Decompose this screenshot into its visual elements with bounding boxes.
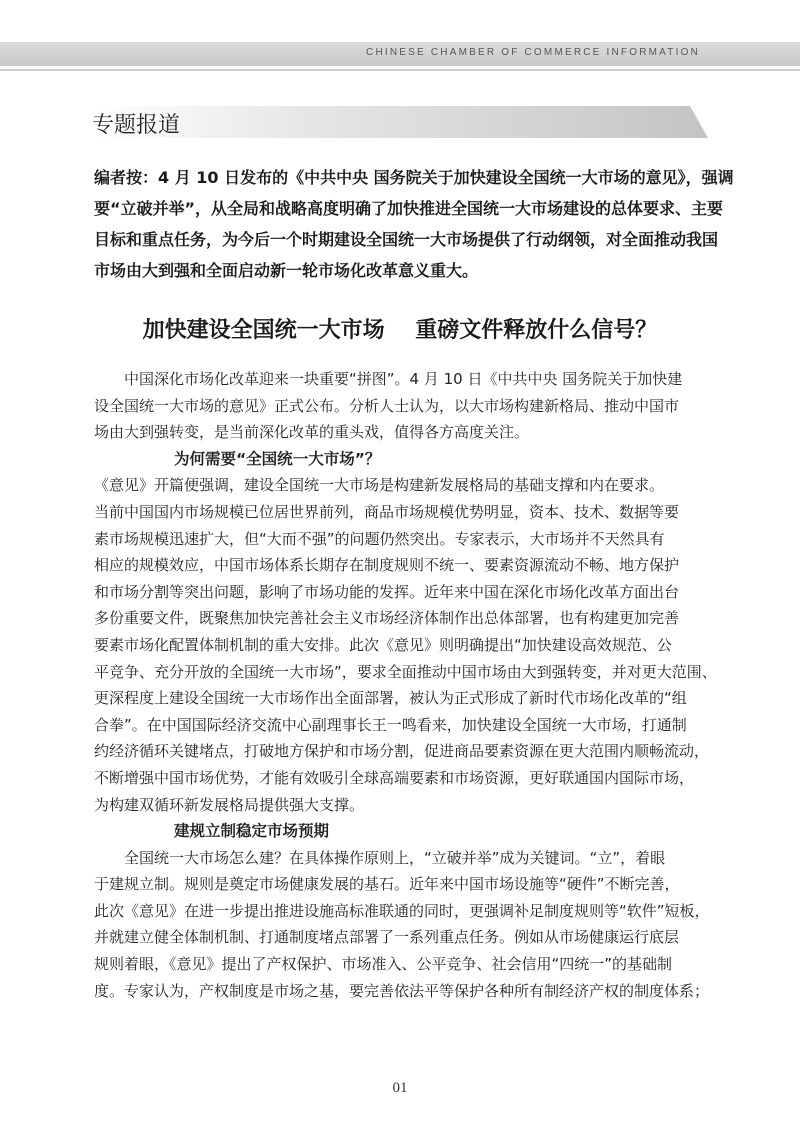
body-line: 约经济循环关键堵点，打破地方保护和市场分割，促进商品要素资源在更大范围内顺畅流动， [94, 742, 710, 761]
body-line: 合拳”。在中国国际经济交流中心副理事长王一鸣看来，加快建设全国统一大市场，打通制 [94, 715, 687, 734]
header-divider [0, 69, 800, 71]
body-line: 《意见》开篇便强调，建设全国统一大市场是构建新发展格局的基础支撑和内在要求。 [94, 476, 665, 495]
body-line: 当前中国国内市场规模已位居世界前列，商品市场规模优势明显，资本、技术、数据等要 [94, 502, 680, 521]
body-line: 不断增强中国市场优势，才能有效吸引全球高端要素和市场资源，更好联通国内国际市场， [94, 768, 695, 787]
subheading: 为何需要“全国统一大市场”？ [174, 449, 381, 468]
body-line: 更深程度上建设全国统一大市场作出全面部署，被认为正式形成了新时代市场化改革的“组 [94, 689, 687, 708]
body-line: 场由大到强转变，是当前深化改革的重头戏，值得各方高度关注。 [94, 423, 530, 442]
editor-note-line: 目标和重点任务，为今后一个时期建设全国统一大市场提供了行动纲领，对全面推动我国 [94, 230, 719, 249]
editor-note-line: 市场由大到强和全面启动新一轮市场化改革意义重大。 [94, 261, 479, 280]
body-line: 要素市场化配置体制机制的重大安排。此次《意见》则明确提出“加快建设高效规范、公 [94, 635, 672, 654]
body-line: 为构建双循环新发展格局提供强大支撑。 [94, 795, 365, 814]
body-line: 多份重要文件，既聚焦加快完善社会主义市场经济体制作出总体部署，也有构建更加完善 [94, 609, 680, 628]
body-line: 中国深化市场化改革迎来一块重要“拼图”。4 月 10 日《中共中央 国务院关于加快建 [94, 370, 683, 388]
body-line: 素市场规模迅速扩大，但“大而不强”的问题仍然突出。专家表示，大市场并不天然具有 [94, 529, 665, 548]
body-line: 并就建立健全体制机制、打通制度堵点部署了一系列重点任务。例如从市场健康运行底层 [94, 928, 680, 947]
body-line: 设全国统一大市场的意见》正式公布。分析人士认为，以大市场构建新格局、推动中国市 [94, 396, 680, 415]
editor-note-line: 要“立破并举”，从全局和战略高度明确了加快推进全国统一大市场建设的总体要求、主要 [94, 199, 724, 218]
body-line: 和市场分割等突出问题，影响了市场功能的发挥。近年来中国在深化市场化改革方面出台 [94, 582, 680, 601]
article-title: 加快建设全国统一大市场 重磅文件释放什么信号？ [142, 318, 658, 343]
body-line: 于建规立制。规则是奠定市场健康发展的基石。近年来中国市场设施等“硬件”不断完善， [94, 875, 680, 894]
subheading: 建规立制稳定市场预期 [174, 822, 330, 841]
editor-note [94, 162, 734, 286]
body-line: 度。专家认为，产权制度是市场之基，要完善依法平等保护各种所有制经济产权的制度体系； [94, 981, 710, 1000]
body-line: 全国统一大市场怎么建？在具体操作原则上，“立破并举”成为关键词。“立”，着眼 [94, 848, 666, 867]
body-line: 平竞争、充分开放的全国统一大市场”，要求全面推动中国市场由大到强转变，并对更大范围、 [94, 662, 717, 681]
article-body [94, 366, 717, 1004]
body-line: 此次《意见》在进一步提出推进设施高标准联通的同时，更强调补足制度规则等“软件”短板， [94, 901, 710, 920]
page-number: 01 [392, 1080, 408, 1096]
editor-note-line: 编者按：4 月 10 日发布的《中共中央 国务院关于加快建设全国统一大市场的意见》，强调 [94, 168, 734, 187]
section-tab-background [92, 106, 708, 138]
body-line: 相应的规模效应，中国市场体系长期存在制度规则不统一、要素资源流动不畅、地方保护 [94, 556, 680, 575]
section-title: 专题报道 [92, 113, 181, 138]
header-title: CHINESE CHAMBER OF COMMERCE INFORMATION [366, 47, 700, 58]
body-line: 规则着眼，《意见》提出了产权保护、市场准入、公平竞争、社会信用“四统一”的基础制 [94, 955, 673, 974]
